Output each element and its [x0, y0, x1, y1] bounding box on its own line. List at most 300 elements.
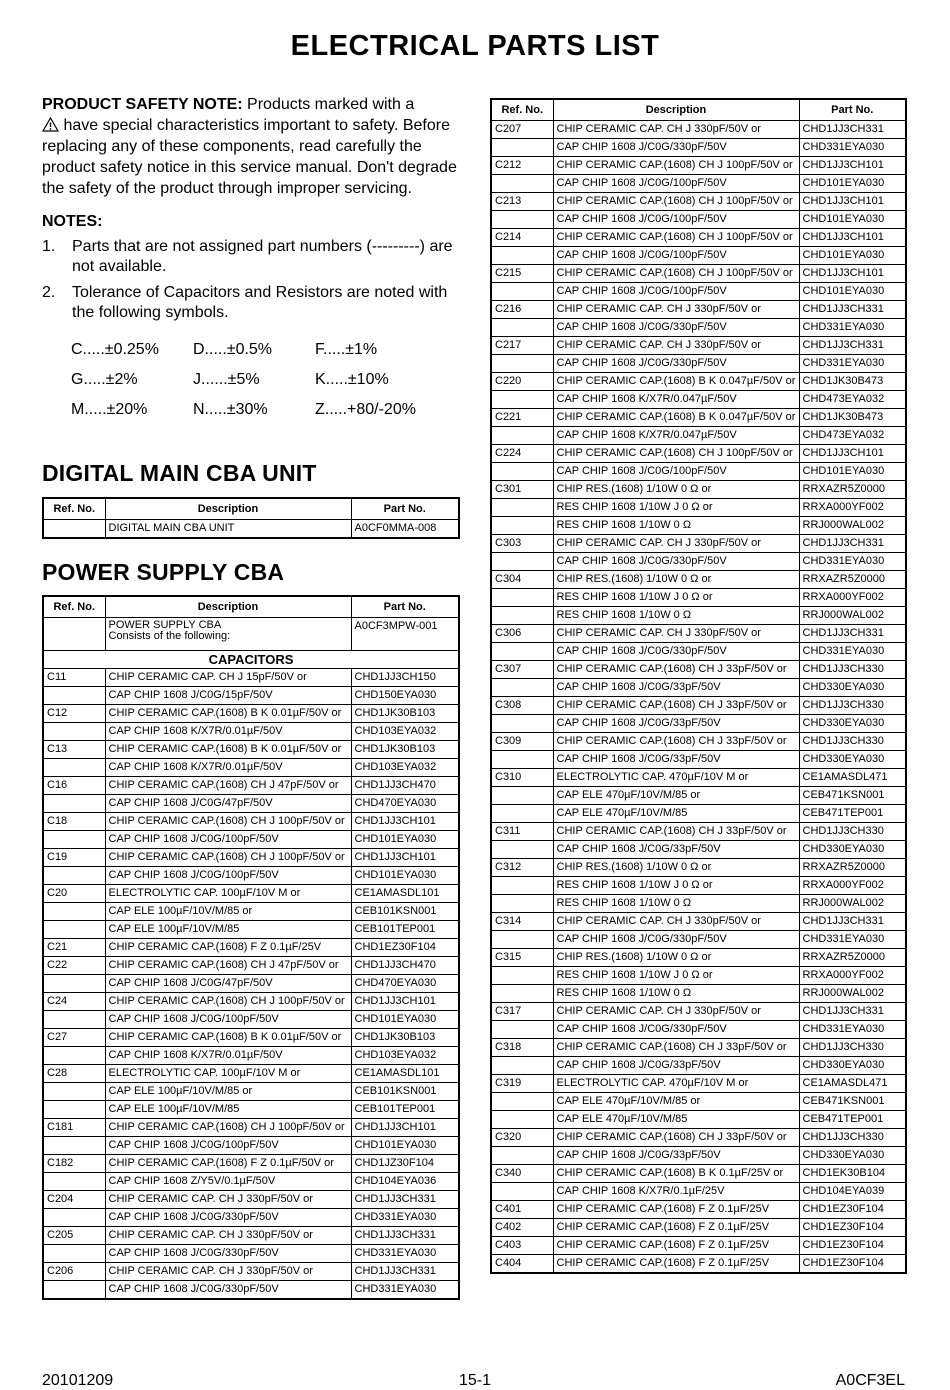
- cell-part-no: CHD1JK30B473: [799, 373, 906, 391]
- cell-ref: C181: [43, 1119, 105, 1137]
- table-header-row: [43, 596, 459, 618]
- safety-note-label: PRODUCT SAFETY NOTE:: [42, 96, 243, 113]
- cell-part-no: CHD1JJ3CH101: [799, 445, 906, 463]
- cell-part-no: CHD1JJ3CH331: [351, 1191, 459, 1209]
- cell-description: CAP CHIP 1608 J/C0G/330pF/50V: [553, 931, 799, 949]
- cell-part-no: CHD1JZ30F104: [351, 1155, 459, 1173]
- table-row: [491, 481, 906, 499]
- cell-description: CHIP CERAMIC CAP.(1608) B K 0.047µF/50V or: [553, 409, 799, 427]
- cell-part-no: CHD1JJ3CH150: [351, 669, 459, 687]
- cell-description: CHIP CERAMIC CAP.(1608) CH J 33pF/50V or: [553, 823, 799, 841]
- cell-description: CHIP RES.(1608) 1/10W 0 Ω or: [553, 481, 799, 499]
- cell-ref: [491, 175, 553, 193]
- cell-description: CAP CHIP 1608 K/X7R/0.01µF/50V: [105, 1047, 351, 1065]
- cell-part-no: CHD331EYA030: [799, 553, 906, 571]
- notes-heading: NOTES:: [42, 213, 103, 230]
- cell-ref: C403: [491, 1237, 553, 1255]
- table-row: [491, 301, 906, 319]
- table-row: [43, 795, 459, 813]
- table-row: [491, 1219, 906, 1237]
- table-row: [491, 787, 906, 805]
- cell-ref: [43, 1083, 105, 1101]
- cell-part-no: CHD1EZ30F104: [799, 1237, 906, 1255]
- cell-ref: [43, 520, 105, 539]
- cell-description: CHIP CERAMIC CAP.(1608) CH J 100pF/50V or: [105, 993, 351, 1011]
- cell-part-no: CHD1JJ3CH330: [799, 697, 906, 715]
- cell-part-no: CHD330EYA030: [799, 679, 906, 697]
- table-row: [491, 319, 906, 337]
- cell-description: CAP CHIP 1608 J/C0G/330pF/50V: [553, 643, 799, 661]
- cell-part-no: CHD103EYA032: [351, 759, 459, 777]
- cell-part-no: CEB471KSN001: [799, 787, 906, 805]
- cell-ref: C22: [43, 957, 105, 975]
- cell-ref: [43, 975, 105, 993]
- cell-part-no: CEB471KSN001: [799, 1093, 906, 1111]
- table-row: [43, 1155, 459, 1173]
- table-row: [491, 1165, 906, 1183]
- category-capacitors: CAPACITORS: [43, 651, 459, 669]
- table-row: [491, 859, 906, 877]
- cell-part-no: RRJ000WAL002: [799, 895, 906, 913]
- cell-ref: C310: [491, 769, 553, 787]
- product-safety-note: [42, 94, 458, 199]
- cell-part-no: CHD101EYA030: [799, 247, 906, 265]
- cell-ref: [491, 499, 553, 517]
- cell-part-no: CHD1JJ3CH331: [799, 625, 906, 643]
- cell-part-no: CEB101KSN001: [351, 903, 459, 921]
- cell-part-no: CHD1JK30B103: [351, 741, 459, 759]
- cell-description: CHIP CERAMIC CAP. CH J 330pF/50V or: [553, 337, 799, 355]
- cell-description: CHIP CERAMIC CAP. CH J 330pF/50V or: [105, 1191, 351, 1209]
- cell-ref: [43, 1209, 105, 1227]
- cell-description: RES CHIP 1608 1/10W J 0 Ω or: [553, 499, 799, 517]
- cell-description: CHIP CERAMIC CAP.(1608) F Z 0.1µF/25V: [553, 1237, 799, 1255]
- cell-ref: [491, 985, 553, 1003]
- table-row: [43, 669, 459, 687]
- cell-ref: [491, 715, 553, 733]
- cell-ref: C306: [491, 625, 553, 643]
- left-column: [42, 94, 458, 419]
- table-row: [491, 265, 906, 283]
- note-text: Parts that are not assigned part numbers (---------) are not available.: [72, 238, 453, 275]
- cell-ref: [491, 355, 553, 373]
- cell-part-no: CHD101EYA030: [351, 1137, 459, 1155]
- cell-description: CAP CHIP 1608 J/C0G/330pF/50V: [553, 553, 799, 571]
- cell-ref: [43, 723, 105, 741]
- cell-description: CAP CHIP 1608 J/C0G/15pF/50V: [105, 687, 351, 705]
- tolerance-code: G.....±2%: [71, 371, 138, 388]
- cell-ref: C16: [43, 777, 105, 795]
- cell-part-no: RRXA000YF002: [799, 967, 906, 985]
- cell-description: CAP CHIP 1608 J/C0G/330pF/50V: [553, 319, 799, 337]
- cell-part-no: CHD331EYA030: [799, 931, 906, 949]
- cell-part-no: CHD331EYA030: [799, 139, 906, 157]
- table-row: [491, 1111, 906, 1129]
- cell-description: CAP CHIP 1608 J/C0G/100pF/50V: [105, 831, 351, 849]
- table-row: [491, 1255, 906, 1274]
- cell-ref: [491, 967, 553, 985]
- cell-description: CAP CHIP 1608 J/C0G/330pF/50V: [105, 1245, 351, 1263]
- cell-part-no: CHD1JJ3CH101: [799, 157, 906, 175]
- cell-part-no: CHD1JJ3CH331: [799, 337, 906, 355]
- cell-ref: C301: [491, 481, 553, 499]
- cell-part-no: CHD101EYA030: [351, 1011, 459, 1029]
- cell-part-no: CHD330EYA030: [799, 715, 906, 733]
- cell-ref: C314: [491, 913, 553, 931]
- col-part-no: Part No.: [799, 99, 906, 121]
- table-row: [43, 1137, 459, 1155]
- category-row: [43, 651, 459, 669]
- cell-part-no: CHD330EYA030: [799, 1057, 906, 1075]
- cell-part-no: CHD101EYA030: [799, 283, 906, 301]
- cell-part-no: CHD331EYA030: [799, 319, 906, 337]
- cell-ref: C224: [491, 445, 553, 463]
- page-title: ELECTRICAL PARTS LIST: [290, 30, 660, 62]
- cell-description: CAP CHIP 1608 J/C0G/33pF/50V: [553, 679, 799, 697]
- table-row: [43, 1047, 459, 1065]
- cell-part-no: CHD101EYA030: [351, 867, 459, 885]
- table-row: [43, 1263, 459, 1281]
- tolerance-code: F.....±1%: [315, 341, 378, 358]
- cell-description: CAP CHIP 1608 J/C0G/33pF/50V: [553, 1057, 799, 1075]
- col-part-no: Part No.: [351, 498, 459, 520]
- cell-ref: C215: [491, 265, 553, 283]
- table-row: [491, 1039, 906, 1057]
- cell-description: CAP CHIP 1608 J/C0G/100pF/50V: [105, 1137, 351, 1155]
- table-row: [43, 1011, 459, 1029]
- cell-ref: [43, 759, 105, 777]
- table-row: [491, 463, 906, 481]
- table-row: [43, 1209, 459, 1227]
- note-text: Tolerance of Capacitors and Resistors are noted with the following symbols.: [72, 284, 448, 321]
- cell-part-no: CHD1JJ3CH331: [799, 535, 906, 553]
- cell-part-no: CHD1EZ30F104: [799, 1219, 906, 1237]
- cell-description: CHIP CERAMIC CAP.(1608) CH J 100pF/50V or: [105, 849, 351, 867]
- table-row: [491, 517, 906, 535]
- col-part-no: Part No.: [351, 596, 459, 618]
- cell-part-no: CHD101EYA030: [799, 211, 906, 229]
- table-row: [43, 1101, 459, 1119]
- cell-part-no: CHD1JJ3CH470: [351, 957, 459, 975]
- cell-description: CAP CHIP 1608 J/C0G/100pF/50V: [553, 175, 799, 193]
- cell-description: RES CHIP 1608 1/10W 0 Ω: [553, 517, 799, 535]
- cell-ref: [491, 679, 553, 697]
- cell-part-no: CHD331EYA030: [799, 643, 906, 661]
- cell-description: CHIP CERAMIC CAP.(1608) CH J 33pF/50V or: [553, 1039, 799, 1057]
- cell-description: CHIP CERAMIC CAP.(1608) B K 0.01µF/50V or: [105, 705, 351, 723]
- cell-part-no: CHD1JJ3CH331: [799, 121, 906, 139]
- table-row: [491, 571, 906, 589]
- cell-ref: C12: [43, 705, 105, 723]
- cell-part-no: CHD150EYA030: [351, 687, 459, 705]
- table-row: [491, 121, 906, 139]
- table-row: [491, 769, 906, 787]
- tolerance-table: [71, 341, 458, 419]
- cell-part-no: CHD103EYA032: [351, 723, 459, 741]
- cell-part-no: RRJ000WAL002: [799, 985, 906, 1003]
- table-row: [491, 391, 906, 409]
- unit-subdescription: Consists of the following:: [108, 630, 231, 642]
- table-row: [491, 445, 906, 463]
- table-row: [491, 751, 906, 769]
- table-row: [491, 1075, 906, 1093]
- cell-description: CHIP CERAMIC CAP.(1608) CH J 100pF/50V or: [553, 193, 799, 211]
- cell-description: RES CHIP 1608 1/10W 0 Ω: [553, 895, 799, 913]
- cell-description: CHIP CERAMIC CAP.(1608) CH J 33pF/50V or: [553, 661, 799, 679]
- cell-description: CHIP CERAMIC CAP.(1608) F Z 0.1µF/25V: [553, 1201, 799, 1219]
- cell-description: CAP ELE 470µF/10V/M/85: [553, 1111, 799, 1129]
- table-row: [43, 903, 459, 921]
- table-row: [491, 805, 906, 823]
- cell-ref: [43, 795, 105, 813]
- cell-description: CAP CHIP 1608 K/X7R/0.01µF/50V: [105, 723, 351, 741]
- digital-main-table: [42, 497, 460, 539]
- cell-description: CHIP CERAMIC CAP. CH J 330pF/50V or: [553, 535, 799, 553]
- table-row: [491, 607, 906, 625]
- table-row: [491, 175, 906, 193]
- cell-part-no: A0CF0MMA-008: [351, 520, 459, 539]
- cell-description: CAP CHIP 1608 J/C0G/100pF/50V: [105, 1011, 351, 1029]
- table-row: [43, 741, 459, 759]
- cell-description: CAP CHIP 1608 J/C0G/330pF/50V: [105, 1281, 351, 1300]
- cell-description: CHIP CERAMIC CAP.(1608) CH J 33pF/50V or: [553, 733, 799, 751]
- cell-ref: C24: [43, 993, 105, 1011]
- cell-description: ELECTROLYTIC CAP. 470µF/10V M or: [553, 769, 799, 787]
- table-header-row: [491, 99, 906, 121]
- cell-description: CAP CHIP 1608 J/C0G/100pF/50V: [553, 283, 799, 301]
- cell-ref: [43, 831, 105, 849]
- cell-description: CAP CHIP 1608 J/C0G/330pF/50V: [553, 139, 799, 157]
- table-row: [43, 831, 459, 849]
- cell-part-no: CHD101EYA030: [799, 463, 906, 481]
- cell-ref: C21: [43, 939, 105, 957]
- table-row: [43, 687, 459, 705]
- cell-description: CAP CHIP 1608 J/C0G/100pF/50V: [553, 463, 799, 481]
- table-row: [491, 913, 906, 931]
- cell-ref: C221: [491, 409, 553, 427]
- cell-ref: C319: [491, 1075, 553, 1093]
- table-row: [491, 553, 906, 571]
- cell-part-no: CEB101KSN001: [351, 1083, 459, 1101]
- cell-description: RES CHIP 1608 1/10W J 0 Ω or: [553, 967, 799, 985]
- cell-description: CHIP CERAMIC CAP.(1608) CH J 100pF/50V or: [553, 229, 799, 247]
- cell-ref: [491, 877, 553, 895]
- cell-part-no: CHD1EZ30F104: [799, 1255, 906, 1274]
- table-row: [491, 1003, 906, 1021]
- cell-ref: [491, 1183, 553, 1201]
- cell-part-no: CHD1EK30B104: [799, 1165, 906, 1183]
- cell-part-no: CHD104EYA039: [799, 1183, 906, 1201]
- cell-description: CAP CHIP 1608 J/C0G/330pF/50V: [553, 1021, 799, 1039]
- cell-description: CHIP CERAMIC CAP.(1608) F Z 0.1µF/25V: [553, 1255, 799, 1274]
- cell-description: CAP CHIP 1608 K/X7R/0.047µF/50V: [553, 391, 799, 409]
- table-row: [491, 1093, 906, 1111]
- table-row: [491, 211, 906, 229]
- cell-part-no: RRXA000YF002: [799, 877, 906, 895]
- cell-description: CHIP CERAMIC CAP.(1608) B K 0.1µF/25V or: [553, 1165, 799, 1183]
- cell-part-no: CHD1JJ3CH331: [799, 913, 906, 931]
- col-description: Description: [553, 99, 799, 121]
- cell-ref: C317: [491, 1003, 553, 1021]
- note-number: 1.: [42, 238, 56, 255]
- table-row: [43, 849, 459, 867]
- cell-ref: [43, 921, 105, 939]
- table-row: [491, 427, 906, 445]
- cell-description: CAP ELE 470µF/10V/M/85 or: [553, 787, 799, 805]
- cell-description: CHIP CERAMIC CAP. CH J 330pF/50V or: [553, 913, 799, 931]
- cell-ref: C312: [491, 859, 553, 877]
- table-row: [43, 1029, 459, 1047]
- cell-ref: C308: [491, 697, 553, 715]
- cell-part-no: CE1AMASDL471: [799, 1075, 906, 1093]
- cell-description: ELECTROLYTIC CAP. 100µF/10V M or: [105, 885, 351, 903]
- cell-description: CAP CHIP 1608 J/C0G/330pF/50V: [105, 1209, 351, 1227]
- cell-ref: [491, 1111, 553, 1129]
- cell-part-no: CEB471TEP001: [799, 1111, 906, 1129]
- table-row: [491, 949, 906, 967]
- cell-part-no: CHD1JJ3CH101: [351, 993, 459, 1011]
- cell-part-no: CHD1JK30B103: [351, 705, 459, 723]
- table-row: [43, 777, 459, 795]
- cell-part-no: CHD473EYA032: [799, 427, 906, 445]
- cell-description: CAP CHIP 1608 J/C0G/33pF/50V: [553, 1147, 799, 1165]
- cell-part-no: CHD1JK30B473: [799, 409, 906, 427]
- tolerance-code: M.....±20%: [71, 401, 148, 418]
- cell-ref: [491, 427, 553, 445]
- cell-description: CHIP CERAMIC CAP.(1608) F Z 0.1µF/25V: [553, 1219, 799, 1237]
- cell-part-no: CHD331EYA030: [799, 355, 906, 373]
- cell-description: CAP CHIP 1608 J/C0G/100pF/50V: [553, 211, 799, 229]
- cell-part-no: CHD101EYA030: [799, 175, 906, 193]
- table-row: [491, 1021, 906, 1039]
- digital-main-heading: DIGITAL MAIN CBA UNIT: [42, 460, 317, 486]
- cell-part-no: CHD331EYA030: [799, 1021, 906, 1039]
- cell-part-no: RRXAZR5Z0000: [799, 859, 906, 877]
- cell-part-no: CHD1JJ3CH330: [799, 661, 906, 679]
- cell-part-no: CHD1JJ3CH101: [351, 1119, 459, 1137]
- cell-part-no: CHD331EYA030: [351, 1245, 459, 1263]
- cell-ref: [491, 247, 553, 265]
- cell-part-no: CHD1JJ3CH330: [799, 733, 906, 751]
- cell-description: CHIP CERAMIC CAP. CH J 330pF/50V or: [553, 625, 799, 643]
- cell-ref: [43, 1245, 105, 1263]
- cell-ref: C315: [491, 949, 553, 967]
- cell-ref: [43, 1281, 105, 1300]
- cell-description: RES CHIP 1608 1/10W 0 Ω: [553, 607, 799, 625]
- cell-part-no: CE1AMASDL101: [351, 885, 459, 903]
- footer-page-number: 15-1: [458, 1372, 492, 1389]
- table-row: [491, 193, 906, 211]
- cell-description: RES CHIP 1608 1/10W J 0 Ω or: [553, 589, 799, 607]
- cell-ref: C13: [43, 741, 105, 759]
- cell-part-no: CHD330EYA030: [799, 751, 906, 769]
- cell-description: CAP CHIP 1608 J/C0G/100pF/50V: [553, 247, 799, 265]
- cell-part-no: RRXA000YF002: [799, 499, 906, 517]
- cell-part-no: CHD1JJ3CH331: [351, 1227, 459, 1245]
- note-item: [42, 283, 458, 323]
- table-row: [491, 1129, 906, 1147]
- cell-part-no: CEB471TEP001: [799, 805, 906, 823]
- cell-part-no: CHD104EYA036: [351, 1173, 459, 1191]
- table-row: [491, 1201, 906, 1219]
- table-row: [43, 939, 459, 957]
- cell-ref: [491, 391, 553, 409]
- cell-part-no: CE1AMASDL101: [351, 1065, 459, 1083]
- cell-part-no: CHD1EZ30F104: [351, 939, 459, 957]
- table-row: [491, 877, 906, 895]
- cell-ref: [491, 1021, 553, 1039]
- cell-description: ELECTROLYTIC CAP. 100µF/10V M or: [105, 1065, 351, 1083]
- cell-description: CHIP CERAMIC CAP. CH J 330pF/50V or: [553, 121, 799, 139]
- cell-part-no: CHD1JJ3CH101: [799, 229, 906, 247]
- cell-ref: C402: [491, 1219, 553, 1237]
- table-row: [491, 499, 906, 517]
- col-ref-no: Ref. No.: [43, 498, 105, 520]
- cell-part-no: CHD1JJ3CH101: [351, 813, 459, 831]
- cell-description: CAP ELE 100µF/10V/M/85: [105, 1101, 351, 1119]
- table-row: [43, 975, 459, 993]
- cell-description: CHIP CERAMIC CAP.(1608) CH J 100pF/50V or: [553, 157, 799, 175]
- table-row: [491, 229, 906, 247]
- cell-description: CAP CHIP 1608 J/C0G/330pF/50V: [553, 355, 799, 373]
- table-row: [491, 733, 906, 751]
- table-row: [491, 679, 906, 697]
- cell-ref: C28: [43, 1065, 105, 1083]
- table-row: [491, 535, 906, 553]
- safety-note-text-2: have special characteristics important to safety. Before replacing any of these components, read carefully the product safety notice in this service manual. Don't degrade the safety of the product through improper servicing.: [42, 117, 457, 197]
- cell-part-no: CHD1JJ3CH470: [351, 777, 459, 795]
- cell-ref: C307: [491, 661, 553, 679]
- table-row: [43, 957, 459, 975]
- cell-ref: [43, 1137, 105, 1155]
- table-row: [43, 1191, 459, 1209]
- cell-ref: C320: [491, 1129, 553, 1147]
- table-row: [491, 625, 906, 643]
- cell-part-no: CHD1JJ3CH330: [799, 1039, 906, 1057]
- table-row: [43, 885, 459, 903]
- warning-triangle-icon: [42, 117, 59, 132]
- cell-ref: C216: [491, 301, 553, 319]
- note-number: 2.: [42, 284, 56, 301]
- cell-ref: C303: [491, 535, 553, 553]
- power-supply-table: [42, 595, 460, 1300]
- cell-part-no: CHD331EYA030: [351, 1281, 459, 1300]
- cell-part-no: RRXAZR5Z0000: [799, 949, 906, 967]
- cell-description: RES CHIP 1608 1/10W 0 Ω: [553, 985, 799, 1003]
- table-row: [491, 823, 906, 841]
- cell-description: CAP ELE 100µF/10V/M/85: [105, 921, 351, 939]
- cell-part-no: CHD330EYA030: [799, 1147, 906, 1165]
- cell-description: CHIP CERAMIC CAP. CH J 330pF/50V or: [553, 1003, 799, 1021]
- table-row: [491, 247, 906, 265]
- safety-note-text-1: Products marked with a: [242, 96, 415, 113]
- table-row: [43, 1281, 459, 1300]
- cell-ref: [43, 1047, 105, 1065]
- cell-ref: [43, 1011, 105, 1029]
- cell-part-no: CHD1JJ3CH101: [799, 265, 906, 283]
- cell-ref: C212: [491, 157, 553, 175]
- cell-description: CHIP CERAMIC CAP.(1608) B K 0.047µF/50V or: [553, 373, 799, 391]
- cell-ref: [491, 589, 553, 607]
- table-row: [491, 895, 906, 913]
- col-ref-no: Ref. No.: [43, 596, 105, 618]
- cell-description: CHIP CERAMIC CAP.(1608) B K 0.01µF/50V or: [105, 741, 351, 759]
- cell-ref: C20: [43, 885, 105, 903]
- cell-ref: [491, 553, 553, 571]
- cell-ref: [491, 211, 553, 229]
- cell-ref: C404: [491, 1255, 553, 1274]
- cell-ref: [491, 517, 553, 535]
